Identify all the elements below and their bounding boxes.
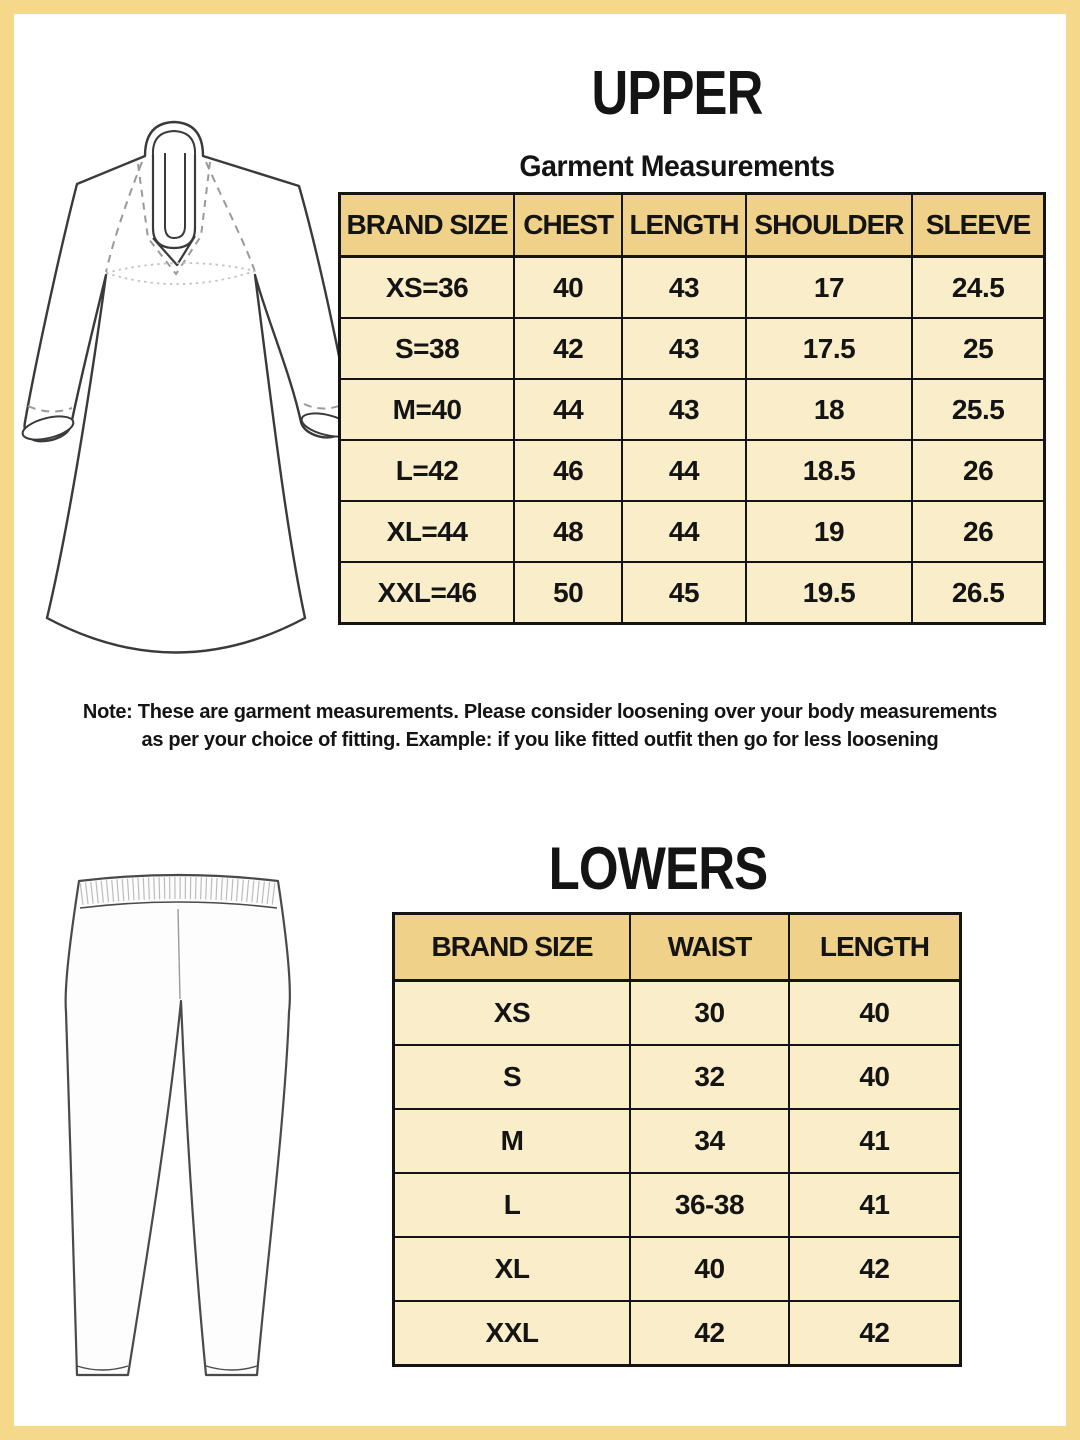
size-row (340, 318, 1045, 379)
size-cell: 48 (514, 501, 622, 562)
size-row (394, 1109, 961, 1173)
size-cell: XXL=46 (340, 562, 515, 624)
size-cell: S=38 (340, 318, 515, 379)
size-cell: 45 (622, 562, 745, 624)
pants-outline (66, 875, 290, 1375)
size-cell: XS (394, 981, 631, 1046)
size-row (394, 981, 961, 1046)
size-cell: 42 (789, 1237, 961, 1301)
size-cell: 40 (789, 981, 961, 1046)
column-header: CHEST (514, 194, 622, 257)
size-cell: 43 (622, 257, 745, 319)
column-header: LENGTH (622, 194, 745, 257)
column-header: SLEEVE (912, 194, 1044, 257)
size-cell: 18 (746, 379, 912, 440)
size-cell: 18.5 (746, 440, 912, 501)
size-cell: 19 (746, 501, 912, 562)
size-cell: 40 (514, 257, 622, 319)
size-cell: 26 (912, 501, 1044, 562)
size-cell: 17.5 (746, 318, 912, 379)
kurta-body-outline (25, 122, 352, 653)
note-line-1: Note: These are garment measurements. Please consider loosening over your body measurements (82, 701, 998, 723)
size-cell: S (394, 1045, 631, 1109)
size-cell: XL=44 (340, 501, 515, 562)
size-row (340, 379, 1045, 440)
size-cell: 43 (622, 379, 745, 440)
size-cell: 50 (514, 562, 622, 624)
size-row (394, 1173, 961, 1237)
size-cell: 30 (630, 981, 789, 1046)
size-cell: 44 (514, 379, 622, 440)
size-cell: 40 (789, 1045, 961, 1109)
size-row (340, 257, 1045, 319)
size-cell: 26 (912, 440, 1044, 501)
column-header: BRAND SIZE (394, 914, 631, 981)
column-header: LENGTH (789, 914, 961, 981)
measurement-note (14, 698, 1066, 755)
size-cell: XS=36 (340, 257, 515, 319)
size-cell: 40 (630, 1237, 789, 1301)
size-row (394, 1301, 961, 1366)
note-line-2: as per your choice of fitting. Example: if you like fitted outfit then go for less loosening (141, 729, 939, 752)
size-cell: 46 (514, 440, 622, 501)
size-cell: 44 (622, 501, 745, 562)
column-header: SHOULDER (746, 194, 912, 257)
size-cell: 42 (789, 1301, 961, 1366)
size-cell: 43 (622, 318, 745, 379)
header-row (394, 914, 961, 981)
upper-section-title: UPPER (591, 59, 763, 128)
size-cell: 26.5 (912, 562, 1044, 624)
upper-section-subtitle: Garment Measurements (519, 150, 835, 183)
lowers-section-title: LOWERS (548, 835, 768, 902)
size-cell: L=42 (340, 440, 515, 501)
column-header: WAIST (630, 914, 789, 981)
size-cell: 24.5 (912, 257, 1044, 319)
size-cell: L (394, 1173, 631, 1237)
upper-size-table (338, 192, 1046, 625)
size-cell: 41 (789, 1173, 961, 1237)
size-row (340, 501, 1045, 562)
size-cell: M=40 (340, 379, 515, 440)
size-cell: 41 (789, 1109, 961, 1173)
size-cell: 17 (746, 257, 912, 319)
size-cell: 32 (630, 1045, 789, 1109)
size-cell: 42 (514, 318, 622, 379)
size-cell: 34 (630, 1109, 789, 1173)
kurta-illustration (20, 110, 356, 670)
size-cell: 44 (622, 440, 745, 501)
size-cell: 25.5 (912, 379, 1044, 440)
size-row (394, 1045, 961, 1109)
lowers-size-table (392, 912, 962, 1367)
column-header: BRAND SIZE (340, 194, 515, 257)
size-cell: 42 (630, 1301, 789, 1366)
size-row (340, 562, 1045, 624)
size-cell: 25 (912, 318, 1044, 379)
size-row (340, 440, 1045, 501)
size-cell: XXL (394, 1301, 631, 1366)
size-cell: XL (394, 1237, 631, 1301)
size-row (394, 1237, 961, 1301)
pants-illustration (44, 870, 374, 1400)
size-cell: M (394, 1109, 631, 1173)
size-cell: 19.5 (746, 562, 912, 624)
size-cell: 36-38 (630, 1173, 789, 1237)
header-row (340, 194, 1045, 257)
